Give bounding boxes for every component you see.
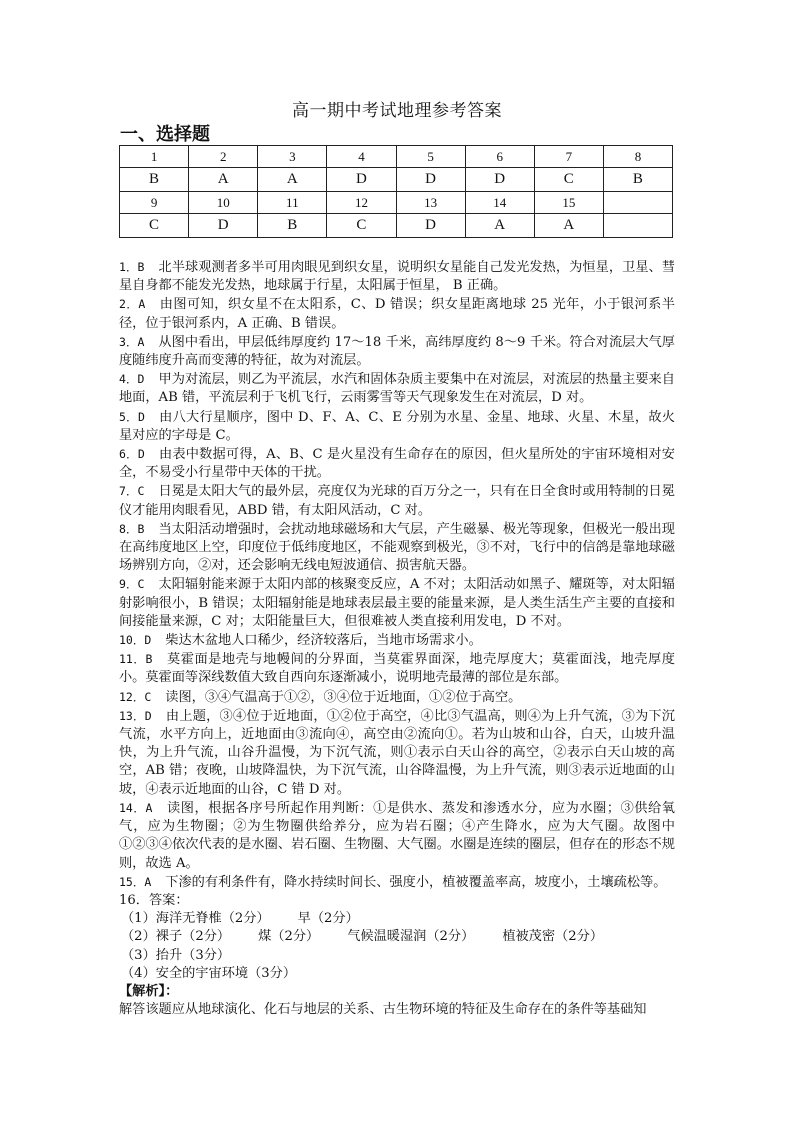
explanation-text: 太阳辐射能来源于太阳内部的核聚变反应，A 不对；太阳活动如黑子、耀斑等，对太阳辐射影响很小，B 错误；太阳辐射能是地球表层最主要的能量来源，是人类生活生产主要的直接和间接能量来源，C 对；太阳能量巨大，但很难被人类直接利用发电，D 不对。 bbox=[119, 577, 675, 629]
explanation-paragraph bbox=[119, 631, 675, 650]
answer-row bbox=[120, 214, 673, 238]
question-number-cell: 9 bbox=[120, 192, 189, 214]
question-number-row bbox=[120, 146, 673, 168]
q16-answer-item: （3）抬升（3分） bbox=[121, 947, 231, 963]
answer-cell: C bbox=[327, 214, 396, 238]
answer-cell: D bbox=[396, 168, 465, 192]
question-answer-label: 1．B bbox=[119, 260, 145, 274]
page-title: 高一期中考试地理参考答案 bbox=[292, 101, 502, 121]
q16-answer-item: 植被茂密（2分） bbox=[502, 929, 604, 945]
explanation-text: 柴达木盆地人口稀少，经济较落后，当地市场需求小。 bbox=[165, 633, 482, 649]
question-answer-label: 7．C bbox=[119, 484, 145, 499]
q16-answer-item: 早（2分） bbox=[297, 911, 359, 927]
question-number-cell: 14 bbox=[465, 192, 534, 214]
q16-answer-line bbox=[119, 910, 675, 928]
question-number-cell bbox=[603, 192, 672, 214]
explanation-paragraph bbox=[119, 482, 675, 519]
q16-answer-item: （2）裸子（2分） bbox=[121, 929, 231, 945]
question-answer-label: 6．D bbox=[119, 447, 145, 462]
question-number-cell: 6 bbox=[465, 146, 534, 168]
explanation-paragraph bbox=[119, 258, 675, 295]
answer-cell: D bbox=[396, 214, 465, 238]
question-number-row bbox=[120, 192, 673, 214]
question-answer-label: 12．C bbox=[119, 689, 152, 704]
section-heading: 一、选择题 bbox=[120, 124, 210, 145]
question-answer-label: 5．D bbox=[119, 409, 145, 424]
question-answer-label: 2．A bbox=[119, 297, 146, 312]
question-answer-label: 15．A bbox=[119, 874, 152, 889]
explanation-text: 读图，根据各序号所起作用判断：①是供水、蒸发和渗透水分，应为水圈；③供给氧气，应为生物圈；②为生物圈供给养分，应为岩石圈；④产生降水，应为大气圈。故图中①②③④依次代表的是水圈、岩石圈、生物圈、大气圈。水圈是连续的圈层，但存在的形态不规则，故选 A。 bbox=[119, 800, 675, 871]
q16-answer-line bbox=[119, 965, 675, 983]
explanation-paragraph bbox=[119, 333, 675, 370]
answer-cell: A bbox=[465, 214, 534, 238]
explanation-text: 由图可知，织女星不在太阳系，C、D 错误；织女星距离地球 25 光年，小于银河系半径，位于银河系内，A 正确、B 错误。 bbox=[119, 297, 675, 331]
answer-cell: A bbox=[534, 214, 603, 238]
analysis-label: 【解析】： bbox=[119, 983, 179, 999]
question-number-cell: 1 bbox=[120, 146, 189, 168]
question-number-cell: 15 bbox=[534, 192, 603, 214]
question-answer-label: 9．C bbox=[119, 577, 145, 592]
explanation-paragraph bbox=[119, 707, 675, 799]
q16-answer-item: （4）安全的宇宙环境（3分） bbox=[121, 965, 297, 981]
explanation-text: 甲为对流层，则乙为平流层，水汽和固体杂质主要集中在对流层，对流层的热量主要来自地面，AB 错，平流层利于飞机飞行，云雨雾雪等天气现象发生在对流层，D 对。 bbox=[119, 372, 675, 406]
explanation-text: 下渗的有利条件有，降水持续时间长、强度小，植被覆盖率高，坡度小，土壤疏松等。 bbox=[165, 874, 667, 890]
q16-answer-item: 气候温暖湿润（2分） bbox=[347, 929, 475, 945]
q16-heading: 16．答案： bbox=[119, 892, 189, 908]
explanation-text: 读图，③④气温高于①②，③④位于近地面，①②位于高空。 bbox=[165, 689, 522, 705]
explanation-text: 从图中看出，甲层低纬厚度约 17～18 千米，高纬厚度约 8～9 千米。符合对流层大气厚度随纬度升高而变薄的特征，故为对流层。 bbox=[119, 334, 675, 369]
explanation-paragraph bbox=[119, 295, 675, 332]
explanation-paragraph bbox=[119, 575, 675, 631]
answer-cell: A bbox=[258, 168, 327, 192]
question-answer-label: 14．A bbox=[119, 800, 153, 815]
question-number-cell: 11 bbox=[258, 192, 327, 214]
answer-row bbox=[120, 168, 673, 192]
explanations bbox=[119, 258, 675, 1019]
answer-cell: C bbox=[120, 214, 189, 238]
explanation-text: 莫霍面是地壳与地幔间的分界面，当莫霍界面深，地壳厚度大；莫霍面浅，地壳厚度小。莫霍面等深线数值大致自西向东逐渐减小，说明地壳最薄的部位是东部。 bbox=[119, 652, 675, 686]
analysis-text: 解答该题应从地球演化、化石与地层的关系、古生物环境的特征及生命存在的条件等基础知 bbox=[119, 1002, 647, 1018]
question-number-cell: 4 bbox=[327, 146, 396, 168]
explanation-paragraph bbox=[119, 520, 675, 576]
question-number-cell: 7 bbox=[534, 146, 603, 168]
question-number-cell: 3 bbox=[258, 146, 327, 168]
answer-cell: B bbox=[258, 214, 327, 238]
answer-cell bbox=[603, 214, 672, 238]
answer-cell: B bbox=[120, 168, 189, 192]
question-number-cell: 2 bbox=[189, 146, 258, 168]
answer-cell: B bbox=[603, 168, 672, 192]
q16-answer-line bbox=[119, 947, 675, 965]
explanation-paragraph bbox=[119, 650, 675, 687]
explanation-paragraph bbox=[119, 408, 675, 445]
answer-cell: D bbox=[327, 168, 396, 192]
question-answer-label: 11．B bbox=[119, 652, 153, 667]
question-number-cell: 12 bbox=[327, 192, 396, 214]
answer-cell: C bbox=[534, 168, 603, 192]
answer-table bbox=[119, 145, 673, 238]
question-answer-label: 4．D bbox=[119, 372, 145, 387]
question-answer-label: 3．A bbox=[119, 334, 145, 349]
explanation-text: 由表中数据可得，A、B、C 是火星没有生命存在的原因，但火星所处的宇宙环境相对安全，不易受小行星带中天体的干扰。 bbox=[119, 447, 675, 481]
explanation-text: 由上题，③④位于近地面，①②位于高空，④比③气温高，则④为上升气流，③为下沉气流，水平方向上，近地面由③流向④，高空由②流向①。若为山坡和山谷，白天，山坡升温快，为上升气流，山谷升温慢，为下沉气流，则①表示白天山谷的高空，②表示白天山坡的高空，AB 错；夜晚，山坡降温快，为下沉气流，山谷降温慢，为上升气流，则③表示近地面的山坡，④表示近地面的山谷，C 错 D 对。 bbox=[119, 708, 675, 797]
question-number-cell: 10 bbox=[189, 192, 258, 214]
question-answer-label: 13．D bbox=[119, 708, 152, 723]
explanation-text: 当太阳活动增强时，会扰动地球磁场和大气层，产生磁暴、极光等现象，但极光一般出现在高纬度地区上空，印度位于低纬度地区，不能观察到极光，③不对，飞行中的信鸽是靠地球磁场辨别方向，②对，还会影响无线电短波通信、损害航天器。 bbox=[119, 521, 675, 574]
explanation-paragraph bbox=[119, 799, 675, 873]
question-answer-label: 8．B bbox=[119, 521, 145, 536]
explanation-text: 日冕是太阳大气的最外层，亮度仅为光球的百万分之一，只有在日全食时或用特制的日冕仪才能用肉眼看见，ABD 错，有太阳风活动，C 对。 bbox=[119, 484, 675, 518]
answer-cell: D bbox=[189, 214, 258, 238]
q16-answer-item: （1）海洋无脊椎（2分） bbox=[121, 911, 270, 927]
explanation-text: 北半球观测者多半可用肉眼见到织女星，说明织女星能自己发光发热，为恒星，卫星、彗星自身都不能发光发热，地球属于行星，太阳属于恒星， B 正确。 bbox=[119, 260, 675, 294]
explanation-paragraph bbox=[119, 688, 675, 707]
explanation-paragraph bbox=[119, 445, 675, 482]
answer-cell: D bbox=[465, 168, 534, 192]
question-answer-label: 10．D bbox=[119, 633, 152, 648]
question-number-cell: 13 bbox=[396, 192, 465, 214]
q16-answer-item: 煤（2分） bbox=[258, 929, 320, 945]
explanation-paragraph bbox=[119, 370, 675, 407]
answer-cell: A bbox=[189, 168, 258, 192]
q16-answer-line bbox=[119, 928, 675, 946]
explanation-text: 由八大行星顺序，图中 D、F、A、C、E 分别为水星、金星、地球、火星、木星，故火星对应的字母是 C。 bbox=[119, 409, 675, 443]
explanation-paragraph bbox=[119, 873, 675, 892]
question-number-cell: 8 bbox=[603, 146, 672, 168]
question-number-cell: 5 bbox=[396, 146, 465, 168]
